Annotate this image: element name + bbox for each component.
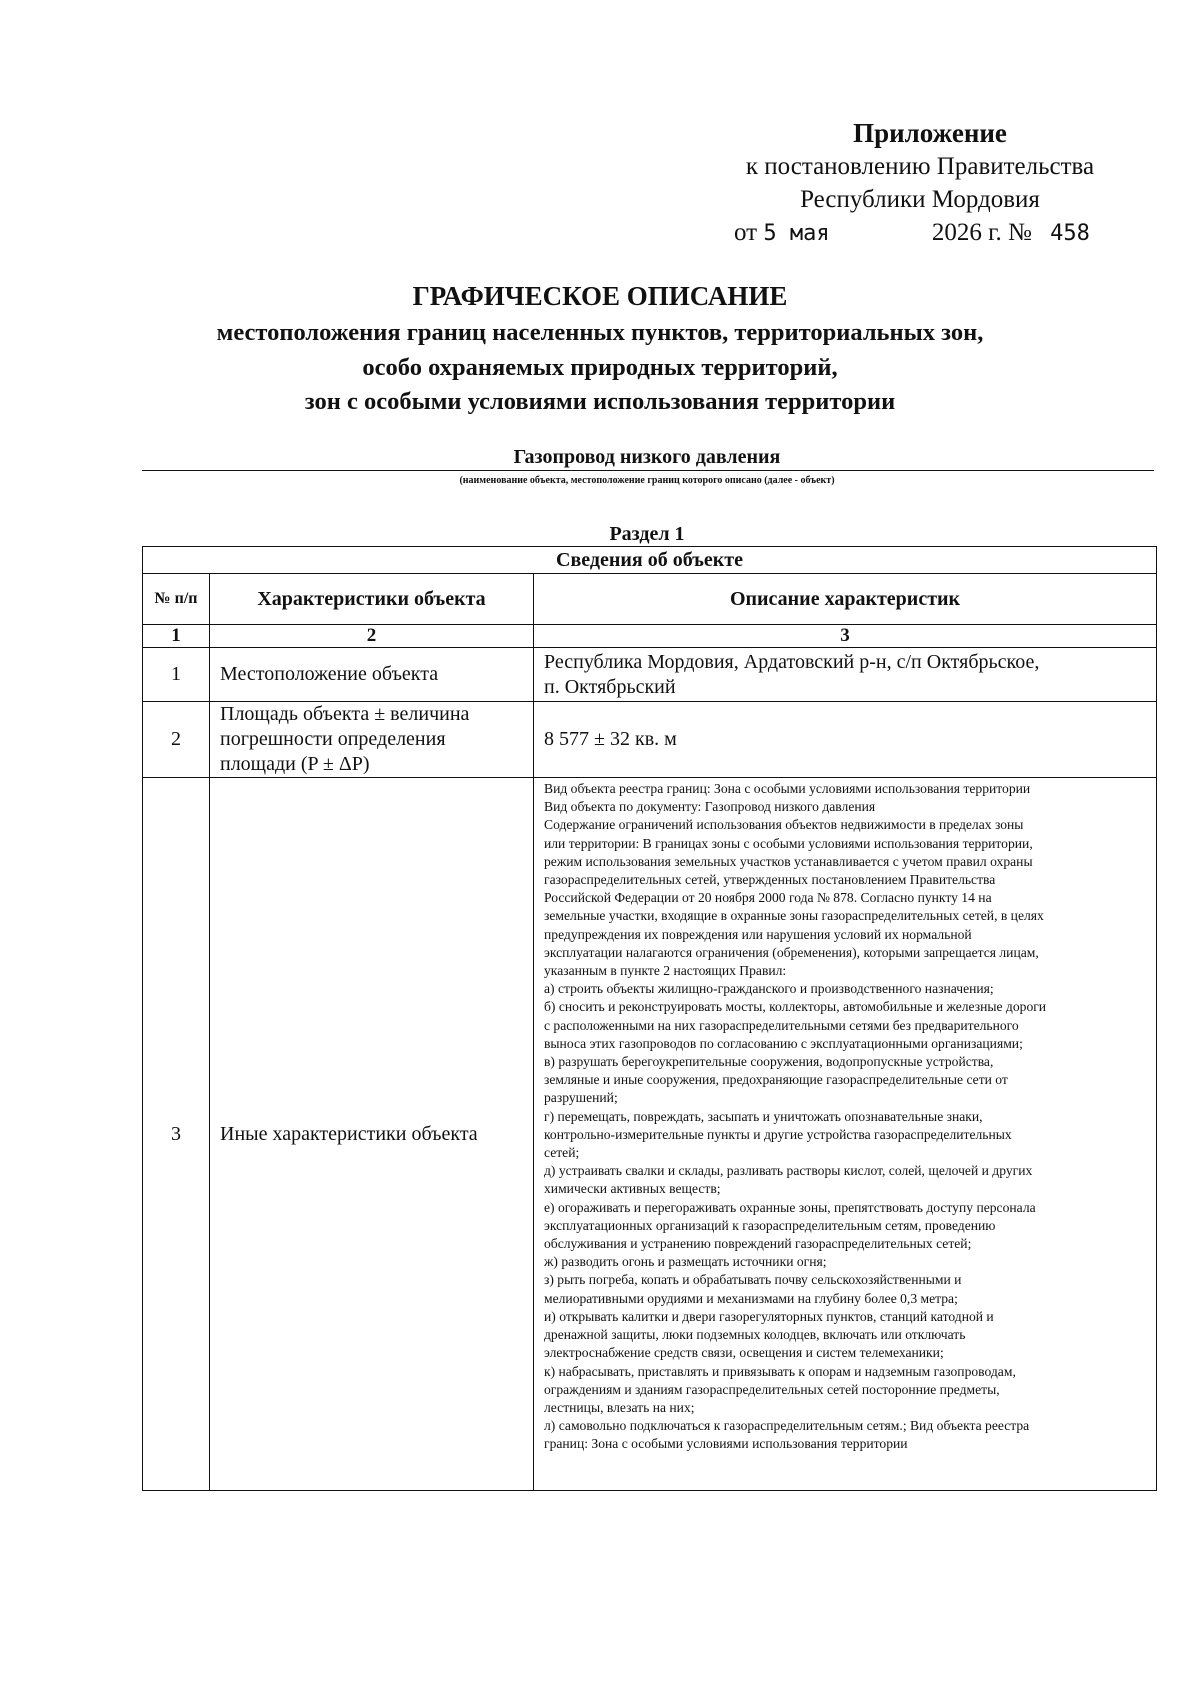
date-day-month: 5 мая — [763, 221, 830, 246]
appendix-header — [700, 116, 1140, 216]
appendix-line-1: к постановлению Правительства — [745, 153, 1095, 180]
description-line: Российской Федерации от 20 ноября 2000 года № 878. Согласно пункту 14 на — [544, 890, 992, 906]
description-line: дренажной защиты, люки подземных колодцев, включать или отключать — [544, 1327, 966, 1343]
description-line: земляные и иные сооружения, предохраняющие газораспределительные сети от — [544, 1072, 1008, 1088]
appendix-title: Приложение — [853, 118, 1007, 148]
description-line: Содержание ограничений использования объектов недвижимости в пределах зоны — [544, 817, 1024, 833]
row-number: 2 — [143, 702, 210, 778]
description-line: электроснабжение средств связи, освещения и систем телемеханики; — [544, 1345, 944, 1361]
description-line: л) самовольно подключаться к газораспределительным сетям.; Вид объекта реестра — [544, 1418, 1030, 1434]
description-line: и) открывать калитки и двери газорегуляторных пунктов, станций катодной и — [544, 1308, 994, 1324]
date-year-number-label: 2026 г. № — [931, 219, 1032, 246]
description-line: Вид объекта реестра границ: Зона с особыми условиями использования территории — [544, 781, 1031, 796]
subtitle-line: особо охраняемых природных территорий, — [362, 353, 838, 381]
table-title-row — [143, 547, 1157, 574]
section-title: Раздел 1 — [609, 523, 685, 545]
row-description — [534, 648, 1157, 702]
column-header-characteristic: Характеристики объекта — [210, 574, 534, 625]
row-characteristic: Иные характеристики объекта — [210, 778, 534, 1491]
description-line: разрушений; — [544, 1090, 618, 1106]
document-title: ГРАФИЧЕСКОЕ ОПИСАНИЕ — [412, 281, 788, 311]
description-line: г) перемещать, повреждать, засыпать и уничтожать опознавательные знаки, — [544, 1108, 983, 1124]
description-line: Республика Мордовия, Ардатовский р-н, с/п Октябрьское, — [544, 650, 1040, 673]
description-line: Вид объекта по документу: Газопровод низкого давления — [544, 799, 876, 815]
description-line: газораспределительных сетей, утвержденных постановлением Правительства — [544, 872, 996, 888]
description-line: з) рыть погреба, копать и обрабатывать почву сельскохозяйственными и — [544, 1272, 962, 1288]
document-number: 458 — [1050, 221, 1090, 246]
column-header-row — [143, 574, 1157, 625]
document-subtitle — [130, 316, 1070, 420]
description-line: указанным в пункте 2 настоящих Правил: — [544, 963, 787, 979]
description-line: е) огораживать и перегораживать охранные зоны, препятствовать доступу персонала — [544, 1199, 1036, 1215]
description-line: п. Октябрьский — [544, 675, 676, 698]
characteristic-line: погрешности определения — [220, 728, 446, 750]
row-number: 3 — [143, 778, 210, 1491]
description-line: с расположенными на них газораспределительными сетями без предварительного — [544, 1017, 1019, 1033]
object-name: Газопровод низкого давления — [513, 446, 781, 468]
restrictions-text — [544, 780, 1150, 1454]
description-line: или территории: В границах зоны с особыми условиями использования территории, — [544, 835, 1033, 851]
row-description: 8 577 ± 32 кв. м — [534, 702, 1157, 778]
description-line: а) строить объекты жилищно-гражданского и производственного назначения; — [544, 981, 994, 997]
description-line: химически активных веществ; — [544, 1181, 721, 1197]
table-row — [143, 702, 1157, 778]
table-title: Сведения об объекте — [143, 547, 1157, 574]
column-header-num: № п/п — [143, 574, 210, 625]
table-row — [143, 648, 1157, 702]
row-characteristic — [210, 702, 534, 778]
description-line: выноса этих газопроводов по согласованию с эксплуатационными организациями; — [544, 1035, 1023, 1051]
description-line: сетей; — [544, 1145, 580, 1161]
characteristic-line: площади (P ± ΔP) — [220, 753, 370, 775]
description-line: ж) разводить огонь и размещать источники огня; — [544, 1254, 827, 1270]
appendix-line-2: Республики Мордовия — [800, 186, 1040, 213]
column-number: 1 — [143, 625, 210, 648]
description-line: эксплуатационных организаций к газораспределительным сетям, проведению — [544, 1217, 996, 1233]
object-info-table — [142, 546, 1157, 1491]
description-line: режим использования земельных участков устанавливается с учетом правил охраны — [544, 853, 1033, 869]
appendix-date-line — [734, 216, 1154, 250]
column-header-description: Описание характеристик — [534, 574, 1157, 625]
row-number: 1 — [143, 648, 210, 702]
characteristic-line: Площадь объекта ± величина — [220, 703, 470, 725]
description-line: границ: Зона с особыми условиями использования территории — [544, 1436, 908, 1452]
description-line: к) набрасывать, приставлять и привязывать к опорам и надземным газопроводам, — [544, 1363, 1016, 1379]
description-line: мелиоративными орудиями и механизмами на глубину более 0,3 метра; — [544, 1290, 958, 1306]
description-line: лестницы, влезать на них; — [544, 1399, 695, 1415]
description-line: в) разрушать берегоукрепительные сооружения, водопропускные устройства, — [544, 1054, 994, 1070]
row-description — [534, 778, 1157, 1491]
date-prefix: от — [734, 219, 758, 246]
row-characteristic: Местоположение объекта — [210, 648, 534, 702]
table-row — [143, 778, 1157, 1491]
description-line: земельные участки, входящие в охранные зоны газораспределительных сетей, в целях — [544, 908, 1044, 924]
description-line: ограждениям и зданиям газораспределительных сетей посторонние предметы, — [544, 1381, 1000, 1397]
description-line: б) сносить и реконструировать мосты, коллекторы, автомобильные и железные дороги — [544, 999, 1047, 1015]
column-number-row — [143, 625, 1157, 648]
description-line: эксплуатации налагаются ограничения (обременения), которыми запрещается лицам, — [544, 944, 1039, 960]
subtitle-line: местоположения границ населенных пунктов, территориальных зон, — [216, 319, 984, 346]
description-line: предупреждения их повреждения или нарушения условий их нормальной — [544, 926, 972, 942]
description-line: контрольно-измерительные пункты и другие устройства газораспределительных — [544, 1126, 1012, 1142]
description-line: обслуживания и устранению повреждений газораспределительных сетей; — [544, 1236, 972, 1252]
subtitle-line: зон с особыми условиями использования территории — [304, 388, 896, 415]
column-number: 2 — [210, 625, 534, 648]
object-caption: (наименование объекта, местоположение границ которого описано (далее - объект) — [459, 475, 835, 486]
description-line: д) устраивать свалки и склады, разливать растворы кислот, солей, щелочей и других — [544, 1163, 1033, 1179]
object-underline — [142, 470, 1154, 471]
column-number: 3 — [534, 625, 1157, 648]
